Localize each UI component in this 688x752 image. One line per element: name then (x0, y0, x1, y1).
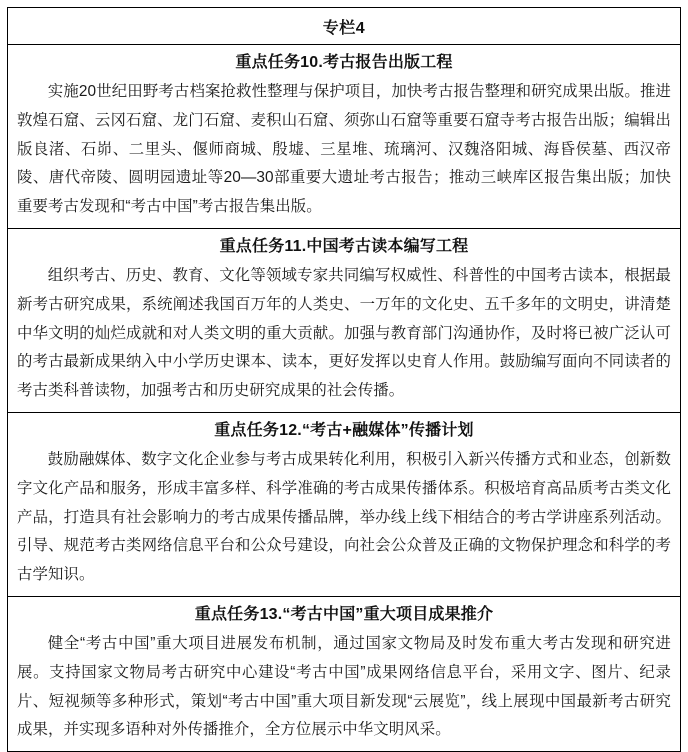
task-body-13: 健全“考古中国”重大项目进展发布机制，通过国家文物局及时发布重大考古发现和研究进展。支持国家文物局考古研究中心建设“考古中国”成果网络信息平台，采用文字、图片、纪录片、短视频等多种形式，策划“考古中国”重大项目新发现“云展览”，线上展现中国最新考古研究成果，并实现多语种对外传播推介，全方位展示中华文明风采。 (17, 634, 671, 739)
task-heading-12: 重点任务12.“考古+融媒体”传播计划 (214, 421, 474, 439)
column-panel (7, 7, 681, 752)
task-block-12 (8, 413, 680, 597)
task-body-12: 鼓励融媒体、数字文化企业参与考古成果转化利用，积极引入新兴传播方式和业态，创新数字文化产品和服务，形成丰富多样、科学准确的考古成果传播体系。积极培育高品质考古类文化产品，打造具有社会影响力的考古成果传播品牌，举办线上线下相结合的考古学讲座系列活动。引导、规范考古类网络信息平台和公众号建设，向社会公众普及正确的文物保护理念和科学的考古学知识。 (17, 450, 671, 584)
task-heading-13: 重点任务13.“考古中国”重大项目成果推介 (194, 605, 494, 623)
task-block-10 (8, 45, 680, 229)
task-body-10: 实施20世纪田野考古档案抢救性整理与保护项目，加快考古报告整理和研究成果出版。推进敦煌石窟、云冈石窟、龙门石窟、麦积山石窟、须弥山石窟等重要石窟寺考古报告出版；编辑出版良渚、石峁、二里头、偃师商城、殷墟、三星堆、琉璃河、汉魏洛阳城、海昏侯墓、西汉帝陵、唐代帝陵、圆明园遗址等20—30部重要大遗址考古报告；推动三峡库区报告集出版；加快重要考古发现和“考古中国”考古报告集出版。 (17, 83, 671, 216)
task-block-13 (8, 597, 680, 751)
panel-title-row (8, 8, 680, 45)
task-heading-11: 重点任务11.中国考古读本编写工程 (219, 237, 469, 255)
task-block-11 (8, 229, 680, 413)
panel-title: 专栏4 (322, 19, 366, 37)
task-body-11: 组织考古、历史、教育、文化等领域专家共同编写权威性、科普性的中国考古读本，根据最新考古研究成果，系统阐述我国百万年的人类史、一万年的文化史、五千多年的文明史，讲清楚中华文明的灿烂成就和对人类文明的重大贡献。加强与教育部门沟通协作，及时将已被广泛认可的考古最新成果纳入中小学历史课本、读本，更好发挥以史育人作用。鼓励编写面向不同读者的考古类科普读物，加强考古和历史研究成果的社会传播。 (17, 266, 671, 400)
task-heading-10: 重点任务10.考古报告出版工程 (235, 54, 453, 71)
